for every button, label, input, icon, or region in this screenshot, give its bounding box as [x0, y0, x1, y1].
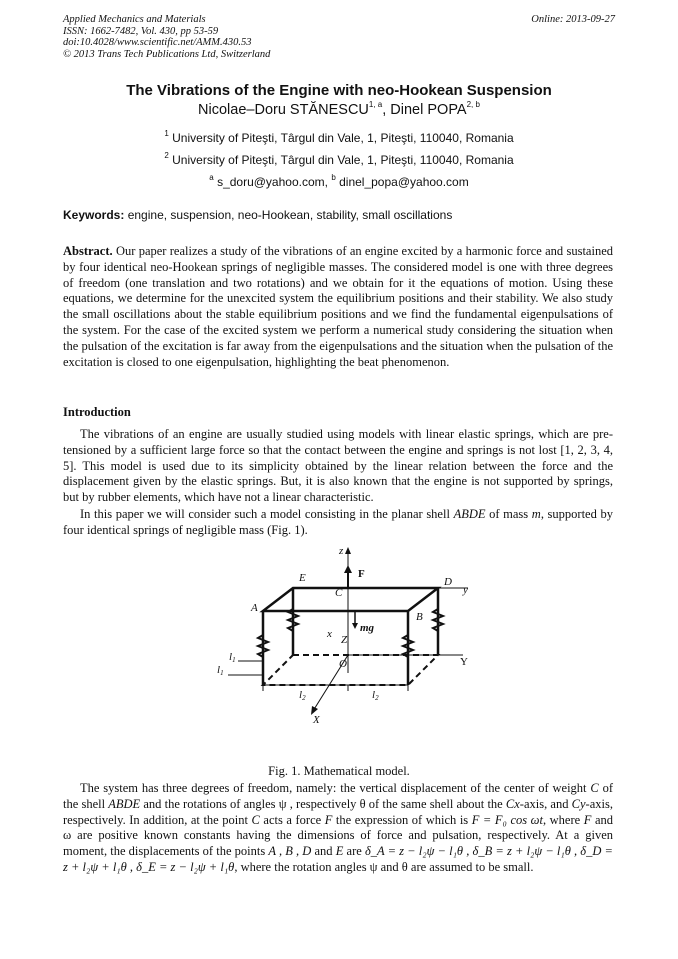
keywords: Keywords: engine, suspension, neo-Hookean, stability, small oscillations [63, 208, 453, 222]
figure-caption: Fig. 1. Mathematical model. [268, 764, 410, 778]
label-A: A [251, 602, 258, 614]
label-l1-top: l1 [229, 651, 236, 664]
doi[interactable]: doi:10.4028/www.scientific.net/AMM.430.53 [63, 37, 252, 48]
ground-plane [263, 655, 438, 685]
author-2-name: Dinel POPA [390, 102, 467, 118]
introduction-paragraph-1: The vibrations of an engine are usually studied using models with linear elastic springs, which are pre-tensioned by a sufficient large force so that the contact between the engine and springs is not lost [1, 2, 3, 4, 5]. This model is used due to its simplicity obtained by the linear relation between the force and the displacement given by the elastic springs. But, it is also known that the engine is not supported by springs, but by rubber elements, which have not a linear characteristic. [63, 427, 613, 505]
label-mg: mg [360, 622, 375, 634]
label-E: E [299, 572, 306, 584]
label-C: C [335, 587, 343, 599]
email-a[interactable]: s_doru@yahoo.com, [217, 175, 332, 189]
affiliation-1: $^1$ University of Piteşti, Târgul din Vale, 1, Piteşti, 110040, Romania [164, 129, 514, 145]
keywords-label: Keywords: [63, 208, 125, 222]
z-axis-arrow [345, 547, 351, 554]
equation-force: F = F₀ cos ωt [471, 812, 543, 827]
publication-metadata [63, 14, 270, 60]
body-paragraph: The system has three degrees of freedom, namely: the vertical displacement of the center of weight C of the shell ABDE and the rotations of angles ψ , respectively θ of the same shell about the Cx-axis, and Cy-axis, respectively. In addition, at the point C acts a force F the expression of which is F = F₀ cos ωt, where F and ω are positive known constants having the dimensions of force and pulsation, respectively. At a given moment, the displacements of the points A , B , D and E are δ_A = z − l₂ψ − l₁θ , δ_B = z + l₂ψ − l₁θ , δ_D = z + l₂ψ + l₁θ , δ_E = z − l₂ψ + l₁θ, where the rotation angles ψ and θ are assumed to be small. [63, 781, 613, 874]
author-2-sup: 2, b [466, 100, 480, 109]
issn: ISSN: 1662-7482, Vol. 430, pp 53-59 [63, 25, 219, 37]
introduction-heading: Introduction [63, 405, 131, 419]
shell-top [263, 588, 438, 611]
label-z: z [339, 545, 344, 557]
author-emails: $^a$ s_doru@yahoo.com, $^b$ dinel_popa@yahoo.com [209, 173, 469, 189]
journal-name: Applied Mechanics and Materials [63, 14, 206, 25]
label-B: B [416, 611, 423, 623]
online-date: Online: 2013-09-27 [531, 14, 615, 25]
abstract-label: Abstract. [63, 244, 113, 258]
label-X: X [313, 714, 320, 726]
label-Y: Y [460, 656, 468, 668]
author-list: Nicolae–Doru STĂNESCU$^{1, a}$, Dinel POPA$^{2, b}$ [198, 100, 480, 118]
email-b[interactable]: dinel_popa@yahoo.com [339, 175, 469, 189]
label-l1-bottom: l1 [217, 664, 224, 677]
paper-title: The Vibrations of the Engine with neo-Hookean Suspension [126, 82, 552, 99]
abstract: Abstract. Our paper realizes a study of the vibrations of an engine excited by a harmonic force and sustained by four identical neo-Hookean springs of negligible masses. The considered model is one with three degrees of freedom (one translation and two rotations) and we obtain for it the equations of motion. Using these equations, we determine for the unexcited system the equilibrium positions and their stability. We also study the small oscillations about the stable equilibrium positions and we find the fundamental eigenpulsations of the system. For the case of the excited system we perform a numerical study considering the situation when the pulsation of the excitation is far away from the eigenpulsations and the situation when the pulsation of the excitation is closed to one eigenpulsation, highlighting the beat phenomenon. [63, 244, 613, 369]
affiliation-2: $^2$ University of Piteşti, Târgul din Vale, 1, Piteşti, 110040, Romania [164, 151, 514, 167]
introduction-paragraph-2: In this paper we will consider such a model consisting in the planar shell ABDE of mass m, supported by four identical springs of negligible mass (Fig. 1). [63, 507, 613, 537]
author-1-name: Nicolae–Doru STĂNESCU [198, 102, 369, 118]
label-l2-right: l2 [372, 689, 379, 702]
mathematical-model-figure [213, 543, 483, 728]
label-F: F [358, 568, 365, 580]
label-x: x [327, 628, 332, 640]
label-Z: Z [341, 634, 348, 646]
label-y: y [463, 584, 468, 596]
label-l2-left: l2 [299, 689, 306, 702]
equation-displacements: δ_A = z − l₂ψ − l₁θ , δ_B = z + l₂ψ − l₁θ , δ_D = z + l₂ψ + l₁θ , δ_E = z − l₂ψ + l₁θ [63, 844, 613, 874]
label-D: D [444, 576, 452, 588]
author-1-sup: 1, a [368, 100, 383, 109]
copyright: © 2013 Trans Tech Publications Ltd, Switzerland [63, 48, 271, 60]
label-O: O [339, 658, 347, 670]
